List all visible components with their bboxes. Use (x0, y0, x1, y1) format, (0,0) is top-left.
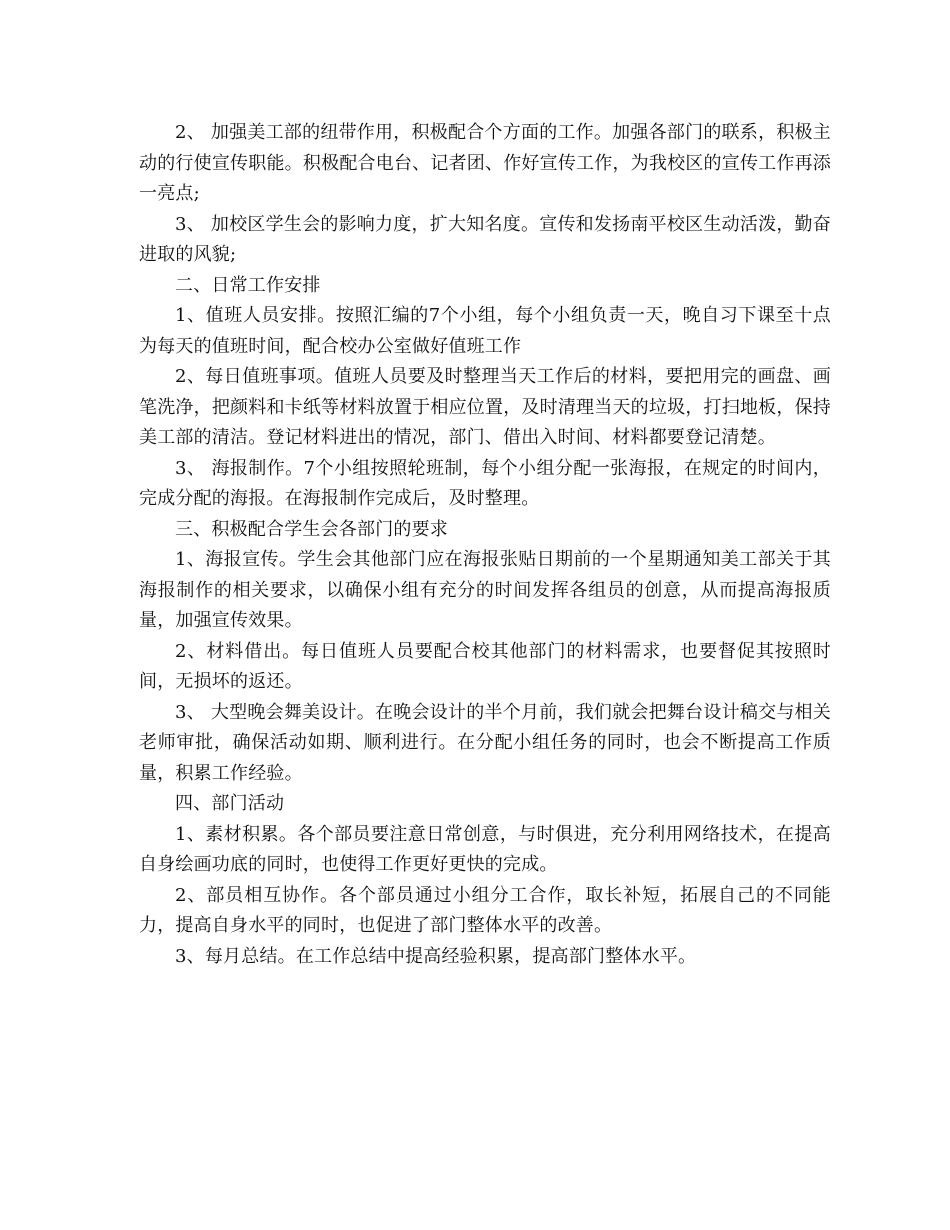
document-body (139, 118, 831, 972)
section-heading-daily-work: 二、日常工作安排 (175, 274, 321, 296)
section-heading-department-activities: 四、部门活动 (175, 793, 285, 814)
section-heading-cooperation: 三、积极配合学生会各部门的要求 (175, 518, 448, 540)
paragraph-3-expand-influence: 3、 加校区学生会的影响力度，扩大知名度。宣传和发扬南平校区生动活泼，勤奋进取的风貌; (139, 213, 831, 265)
paragraph-monthly-summary: 3、每月总结。在工作总结中提高经验积累，提高部门整体水平。 (175, 945, 697, 967)
paragraph-material-accumulation: 1、素材积累。各个部员要注意日常创意，与时俱进，充分利用网络技术，在提高自身绘画功底的同时，也使得工作更好更快的完成。 (139, 823, 831, 875)
paragraph-member-cooperation: 2、部员相互协作。各个部员通过小组分工合作，取长补短，拓展自己的不同能力，提高自身水平的同时，也促进了部门整体水平的改善。 (139, 884, 831, 936)
paragraph-2-strengthen-liaison: 2、 加强美工部的纽带作用，积极配合个方面的工作。加强各部门的联系，积极主动的行使宣传职能。积极配合电台、记者团、作好宣传工作，为我校区的宣传工作再添一亮点; (139, 122, 831, 204)
paragraph-poster-making: 3、 海报制作。7个小组按照轮班制，每个小组分配一张海报，在规定的时间内，完成分配的海报。在海报制作完成后，及时整理。 (139, 457, 831, 509)
paragraph-material-lending: 2、材料借出。每日值班人员要配合校其他部门的材料需求，也要督促其按照时间，无损坏的返还。 (139, 640, 831, 692)
paragraph-stage-design: 3、 大型晚会舞美设计。在晚会设计的半个月前，我们就会把舞台设计稿交与相关老师审批，确保活动如期、顺利进行。在分配小组任务的同时，也会不断提高工作质量，积累工作经验。 (139, 701, 831, 784)
paragraph-daily-duty-items: 2、每日值班事项。值班人员要及时整理当天工作后的材料，要把用完的画盘、画笔洗净，把颜料和卡纸等材料放置于相应位置，及时清理当天的垃圾，打扫地板，保持美工部的清洁。登记材料进出的情况，部门、借出入时间、材料都要登记清楚。 (139, 366, 831, 448)
paragraph-duty-staff: 1、值班人员安排。按照汇编的7个小组，每个小组负责一天，晚自习下课至十点为每天的值班时间，配合校办公室做好值班工作 (139, 305, 831, 357)
paragraph-poster-publicity: 1、海报宣传。学生会其他部门应在海报张贴日期前的一个星期通知美工部关于其海报制作的相关要求，以确保小组有充分的时间发挥各组员的创意，从而提高海报质量，加强宣传效果。 (139, 549, 831, 631)
